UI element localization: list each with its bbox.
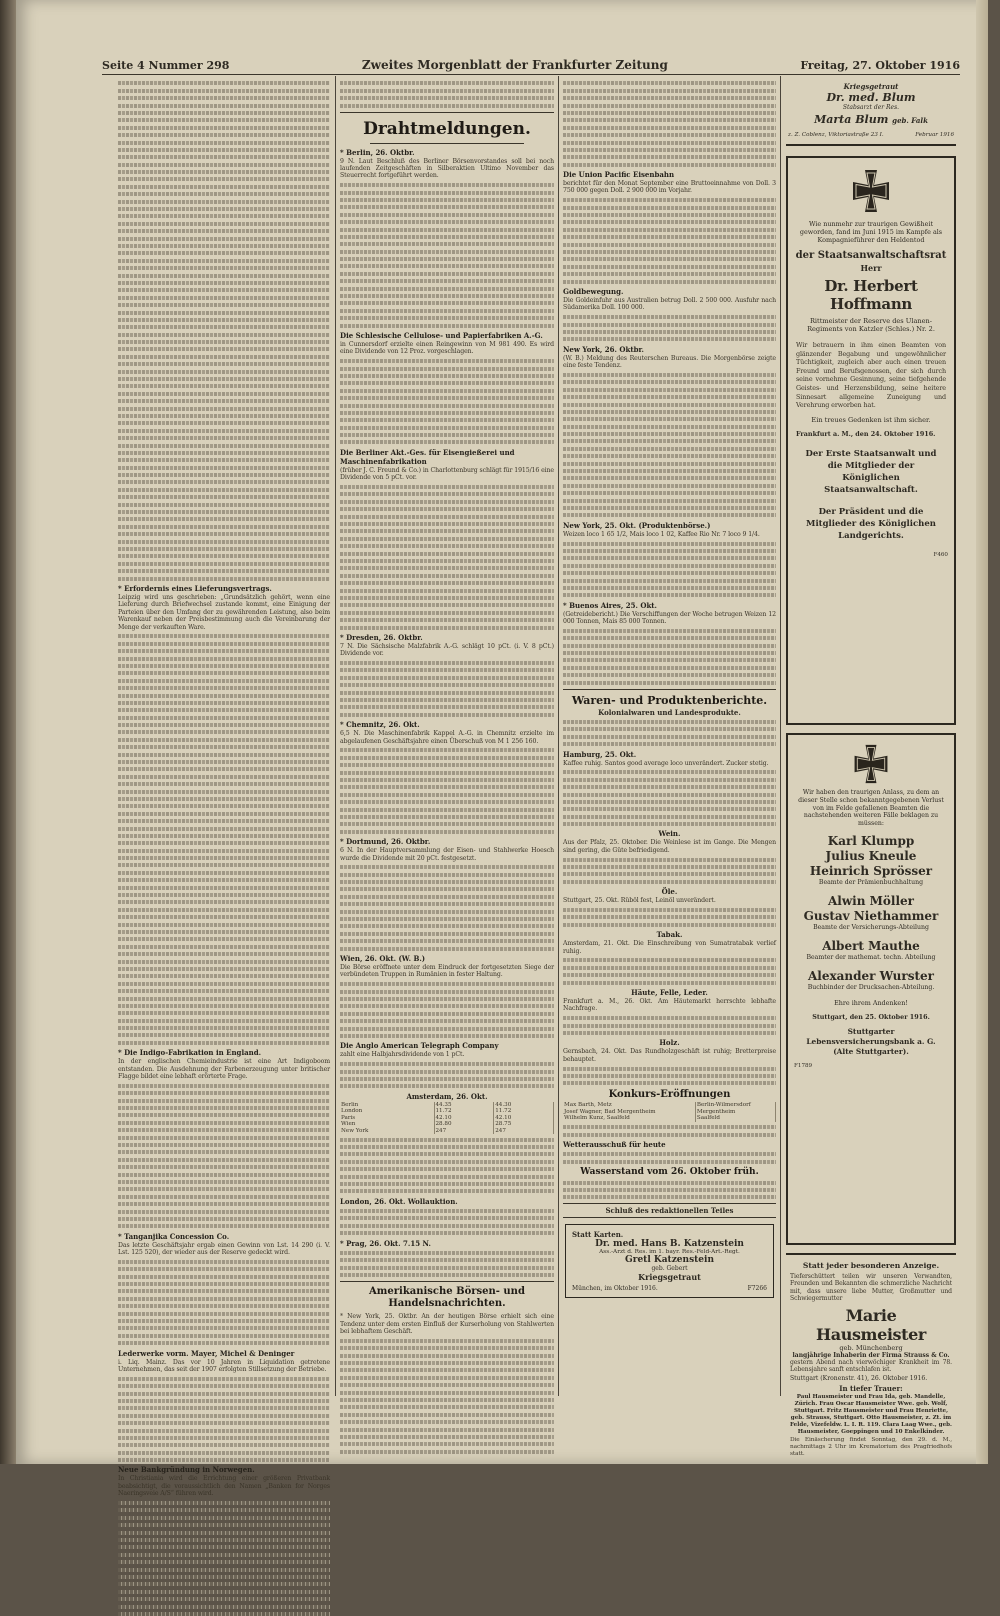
end-of-editorial: Schluß des redaktionellen Teiles xyxy=(605,1205,734,1215)
obituary-funeral-info: Die Einäscherung findet Sonntag, den 29. d. M., nachmittags 2 Uhr im Krematorium des Pragfriedhofs statt. xyxy=(790,1437,952,1458)
article-body: Frankfurt a. M., 26. Okt. Am Häutemarkt herrschte lebhafte Nachfrage. xyxy=(563,997,776,1013)
exchange-rate-table xyxy=(340,1102,554,1135)
iron-cross-icon xyxy=(850,743,892,785)
article-heading: New York, 25. Okt. (Produktenbörse.) xyxy=(563,520,711,530)
obituary-department: Buchbinder der Drucksachen-Abteilung. xyxy=(807,983,935,991)
obituary-name: Albert Mauthe xyxy=(822,938,920,953)
obituary-body: Wir betrauern in ihm einen Beamten von glänzender Begabung und ungewöhnlicher Tüchtigkeit, zugleich aber auch einen treuen Freund und Berufsgenossen, der sich durch seine vornehme Gesinnung, seine tiefgehende Geistes- und Herzensbildung, seine heitere Sinnesart allgemeine Zuneigung und Verehrung erworben hat. xyxy=(796,341,946,410)
article-body: (Getreidebericht.) Die Verschiffungen der Woche betrugen Weizen 12 000 Tonnen, Mais 85 000 Tonnen. xyxy=(563,610,776,626)
obituary-place: Stuttgart, den 25. Oktober 1916. xyxy=(812,1012,930,1021)
article-heading: Neue Bankgründung in Norwegen. xyxy=(118,1465,255,1475)
article-heading: Holz. xyxy=(659,1038,680,1048)
masthead xyxy=(102,58,960,72)
article-body: Stuttgart, 25. Okt. Rüböl fest, Leinöl unverändert. xyxy=(563,897,716,905)
article-body: Die Börse eröffnete unter dem Eindruck der fortgesetzten Siege der verbündeten Truppen in Rumänien in fester Haltung. xyxy=(340,964,554,979)
article-heading: * Buenos Aires, 25. Okt. xyxy=(563,600,657,610)
article-heading: * Dortmund, 26. Oktbr. xyxy=(340,837,431,847)
iron-cross-icon xyxy=(848,168,894,214)
obituary-place: Stuttgart (Kronenstr. 41), 26. Oktober 1916. xyxy=(790,1375,928,1383)
newspaper-title: Zweites Morgenblatt der Frankfurter Zeitung xyxy=(361,58,668,72)
column-4-announcements xyxy=(786,78,956,1458)
table-row: Paris 42.10 42.10 xyxy=(340,1115,554,1122)
wedding-notice-blum xyxy=(786,78,956,146)
issue-date: Freitag, 27. Oktober 1916 xyxy=(800,58,960,72)
obituary-department: Beamter der mathemat. techn. Abteilung xyxy=(806,953,936,961)
article-heading: New York, 26. Oktbr. xyxy=(563,344,644,354)
obituary-signature: Der Erste Staatsanwalt und die Mitglieder der Königlichen Staatsanwaltschaft. xyxy=(805,448,937,495)
section-title-american-news: Amerikanische Börsen- und Handelsnachrichten. xyxy=(369,1286,525,1310)
article-body: Leipzig wird uns geschrieben: „Grundsätzlich gehört, wenn eine Lieferung durch Briefwechsel zustande kommt, eine Einigung der Parteien über den Umfang der zu gewährenden Leistung, also beim Warenkauf neben der Preisbestimmung auch die Vereinbarung der Menge der verkauften Ware. xyxy=(118,593,330,631)
obituary-rank: Rittmeister der Reserve des Ulanen-Regiments von Katzler (Schles.) Nr. 2. xyxy=(807,317,935,333)
article-body: 9 N. Laut Beschluß des Berliner Börsenvorstandes soll bei noch laufenden Zeitgeschäften in Silberaktien Ultimo November das Steuerrecht fortgeführt werden. xyxy=(340,157,554,180)
article-body: 7 N. Die Sächsische Malzfabrik A.-G. schlägt 10 pCt. (i. V. 8 pCt.) Dividende vor. xyxy=(340,642,554,658)
article-body: Aus der Pfalz, 25. Oktober. Die Weinlese ist im Gange. Die Mengen sind gering, die Güte befriedigend. xyxy=(563,839,776,854)
table-row: Wilhelm Kunz, Saalfeld Saalfeld xyxy=(563,1115,776,1122)
section-subtitle: Kolonialwaren und Landesprodukte. xyxy=(598,707,741,717)
obituary-name: Alexander Wurster xyxy=(808,968,934,983)
table-row: Wien 28.80 28.75 xyxy=(340,1121,554,1128)
obituary-name: Gustav Niethammer xyxy=(803,908,939,923)
obituary-signature: Der Präsident und die Mitglieder des Königlichen Landgerichts. xyxy=(806,506,936,541)
article-body: berichtet für den Monat September eine Bruttoeinnahme von Doll. 3 750 000 gegen Doll. 2 900 000 im Vorjahr. xyxy=(563,180,776,195)
obituary-name: Karl Klumpp xyxy=(827,833,915,848)
obituary-body: gestern Abend nach vierwöchiger Krankheit im 78. Lebensjahre sanft entschlafen ist. xyxy=(790,1358,952,1374)
article-body: Amsterdam, 21. Okt. Die Einschreibung von Sumatratabak verlief ruhig. xyxy=(563,940,776,955)
obituary-closing: Ehre ihrem Andenken! xyxy=(834,998,908,1007)
article-body: Die Goldeinfuhr aus Australien betrug Doll. 2 500 000. Ausfuhr nach Südamerika Doll. 100 000. xyxy=(563,296,776,312)
article-body: In Christiania wird die Errichtung einer größeren Privatbank beabsichtigt, die voraussichtlich den Namen „Banken for Norges Naeringsveie A/S“ führen wird. xyxy=(118,1475,330,1498)
obituary-department: Beamte der Versicherungs-Abteilung xyxy=(813,923,929,931)
weather-heading: Wetterausschuß für heute xyxy=(563,1140,666,1150)
notice-code: F460 xyxy=(933,551,948,558)
obituary-intro: Wir haben den traurigen Anlass, zu dem an dieser Stelle schon bekanntgegebenen Verlust von im Felde gefallenen Beamten die nachstehenden weiteren Fälle beklagen zu müssen: xyxy=(798,789,944,828)
obituary-hoffmann xyxy=(786,156,956,725)
article-heading: Wein. xyxy=(658,829,681,839)
notice-line: geb. Gebert xyxy=(651,1264,688,1272)
article-heading: London, 26. Okt. Wollauktion. xyxy=(340,1196,458,1206)
column-2 xyxy=(340,78,554,1393)
obituary-name: Alwin Möller xyxy=(827,893,915,908)
bankruptcy-table xyxy=(563,1102,776,1122)
article-heading: Wien, 26. Okt. (W. B.) xyxy=(340,954,426,963)
page-number: Seite 4 Nummer 298 xyxy=(102,58,230,72)
article-body: Das letzte Geschäftsjahr ergab einen Gewinn von Lst. 14 290 (i. V. Lst. 125 520), der wieder aus der Reserve gedeckt wird. xyxy=(118,1241,330,1257)
notice-line: Statt Karten. xyxy=(572,1229,624,1239)
obituary-role: langjährige Inhaberin der Firma Strauss & Co. xyxy=(792,1351,950,1359)
article-body: * New York, 25. Oktbr. An der heutigen Börse erhielt sich eine Tendenz unter dem ersten Einfluß der Kurserholung von Stahlwerten bei lebhaftem Geschäft. xyxy=(340,1313,554,1336)
obituary-stuttgarter xyxy=(786,733,956,1245)
obituary-family: Paul Hausmeister und Frau Ida, geb. Mandelle, Zürich. Frau Oscar Hausmeister Wwe. geb. Wolf, Stuttgart. Fritz Hausmeister und Frau Henriette, geb. Strauss, Stuttgart. Otto Hausmeister, z. Zt. im Felde, Vizefeldw. L. I. R. 119. Clara Laag Wwe., geb. Hausmeister, Goeppingen und 10 Enkelkinder. xyxy=(790,1394,953,1436)
obituary-closing: Ein treues Gedenken ist ihm sicher. xyxy=(811,415,931,424)
water-level-title: Wasserstand vom 26. Oktober früh. xyxy=(580,1167,759,1178)
column-3 xyxy=(563,78,776,1393)
section-title-markets: Waren- und Produktenberichte. xyxy=(571,693,768,707)
article-body: 6,5 N. Die Maschinenfabrik Kappel A.-G. in Chemnitz erzielte im abgelaufenen Geschäftsjahre einen Überschuß von M 1 256 160. xyxy=(340,730,554,745)
section-title-drahtmeldungen: Drahtmeldungen. xyxy=(363,118,531,139)
obituary-intro: Wie nunmehr zur traurigen Gewißheit geworden, fand im Juni 1915 im Kampfe als Kompagnieführer den Heldentod xyxy=(799,220,943,244)
table-row: New York 247 247 xyxy=(340,1128,554,1135)
notice-code: F1789 xyxy=(794,1062,813,1069)
obituary-hausmeister xyxy=(786,1253,956,1462)
notice-line: geb. Falk xyxy=(892,116,928,125)
table-row: Josef Wagner, Bad Mergentheim Mergentheim xyxy=(563,1109,776,1116)
obituary-mourners-heading: In tiefer Trauer: xyxy=(839,1384,903,1394)
table-row: Berlin 44.35 44.30 xyxy=(340,1102,554,1109)
article-body: Kaffee ruhig. Santos good average loco unverändert. Zucker stetig. xyxy=(563,759,769,767)
obituary-name: Julius Kneule xyxy=(825,848,917,863)
obituary-salutation: Herr xyxy=(860,263,882,273)
notice-line: Stabsarzt der Res. xyxy=(842,104,900,111)
article-body: Gernsbach, 24. Okt. Das Rundholzgeschäft ist ruhig; Bretterpreise behauptet. xyxy=(563,1048,776,1063)
column-rule-3 xyxy=(780,76,781,1396)
page-edge xyxy=(976,0,988,1464)
notice-name: Marta Blum xyxy=(814,113,889,126)
obituary-heading: Statt jeder besonderen Anzeige. xyxy=(802,1261,940,1270)
column-1 xyxy=(118,78,330,1498)
notice-name: Dr. med. Hans B. Katzenstein xyxy=(595,1238,744,1249)
obituary-name: Dr. Herbert Hoffmann xyxy=(824,277,918,313)
article-heading: Lederwerke vorm. Mayer, Michel & Deninger xyxy=(118,1348,295,1358)
article-body: zahlt eine Halbjahrsdividende von 1 pCt. xyxy=(340,1051,465,1059)
article-heading: Die Anglo American Telegraph Company xyxy=(340,1041,499,1051)
notice-name: Dr. med. Blum xyxy=(826,91,916,104)
article-heading: Öle. xyxy=(661,887,678,897)
article-heading: Die Schlesische Cellulose- und Papierfabriken A.-G. xyxy=(340,330,543,340)
exchange-table-title: Amsterdam, 26. Okt. xyxy=(406,1091,488,1101)
article-body: Weizen loco 1 65 1/2, Mais loco 1 02, Kaffee Rio Nr. 7 loco 9 1/4. xyxy=(563,530,760,538)
notice-place: München, im Oktober 1916. xyxy=(572,1284,658,1292)
obituary-place: Frankfurt a. M., den 24. Oktober 1916. xyxy=(796,429,936,438)
article-heading: * Tanganjika Concession Co. xyxy=(118,1231,230,1241)
article-heading: Die Union Pacific Eisenbahn xyxy=(563,170,675,180)
notice-name: Gretl Katzenstein xyxy=(625,1254,714,1265)
obituary-born: geb. Münchenberg xyxy=(839,1343,903,1352)
article-heading: Hamburg, 25. Okt. xyxy=(563,749,637,759)
table-row: Max Barth, Metz Berlin-Wilmersdorf xyxy=(563,1102,776,1109)
notice-date: Februar 1916 xyxy=(915,132,954,138)
article-body: in Cunnersdorf erzielte einen Reingewinn von M 981 490. Es wird eine Dividende von 12 Proz. vorgeschlagen. xyxy=(340,340,554,356)
obituary-signature: Stuttgarter Lebensversicherungsbank a. G. (Alte Stuttgarter). xyxy=(806,1026,936,1056)
article-heading: Die Berliner Akt.-Ges. für Eisengießerei und Maschinenfabrikation xyxy=(340,447,515,466)
article-heading: * Prag, 26. Okt. 7.15 N. xyxy=(340,1238,431,1248)
notice-place: z. Z. Coblenz, Viktoriastraße 23 I. xyxy=(788,132,884,138)
notice-line: Kriegsgetraut xyxy=(843,82,899,91)
notice-line: Ass.-Arzt d. Res. im 1. bayr. Res.-Feld-Art.-Regt. xyxy=(599,1248,740,1255)
obituary-title: der Staatsanwaltschaftsrat xyxy=(795,250,947,261)
article-heading: Goldbewegung. xyxy=(563,286,624,296)
column-rule-1 xyxy=(335,76,336,1396)
book-spine xyxy=(0,0,16,1464)
article-heading: * Dresden, 26. Oktbr. xyxy=(340,632,423,642)
wedding-notice-katzenstein xyxy=(565,1224,774,1298)
obituary-name: Marie Hausmeister xyxy=(816,1305,926,1344)
article-heading: * Berlin, 26. Oktbr. xyxy=(340,147,415,157)
masthead-rule xyxy=(102,74,960,75)
article-heading: * Die Indigo-Fabrikation in England. xyxy=(118,1048,262,1058)
table-row: London 11.72 11.72 xyxy=(340,1108,554,1115)
obituary-department: Beamte der Prämienbuchhaltung xyxy=(818,878,924,886)
bankruptcy-title: Konkurs-Eröffnungen xyxy=(608,1089,731,1101)
article-heading: Häute, Felle, Leder. xyxy=(631,987,708,997)
article-body: 6 N. In der Hauptversammlung der Eisen- und Stahlwerke Hoesch wurde die Dividende mit 20 pCt. festgesetzt. xyxy=(340,847,554,862)
obituary-name: Heinrich Sprösser xyxy=(809,863,933,878)
notice-line: Kriegsgetraut xyxy=(638,1271,701,1282)
article-body: (früher J. C. Freund & Co.) in Charlottenburg schlägt für 1915/16 eine Dividende von 5 pCt. vor. xyxy=(340,466,554,482)
obituary-intro: Tieferschüttert teilen wir unseren Verwandten, Freunden und Bekannten die schmerzliche Nachricht mit, dass unsere liebe Mutter, Großmutter und Schwiegermutter xyxy=(790,1273,952,1303)
article-heading: * Erfordernis eines Lieferungsvertrags. xyxy=(118,583,272,593)
article-body: In der englischen Chemieindustrie ist eine Art Indigoboom entstanden. Die Ausdehnung der Farbenerzeugung unter britischer Flagge bildet eine lebhaft erörterte Frage. xyxy=(118,1058,330,1081)
article-heading: Tabak. xyxy=(656,930,683,940)
notice-code: F7266 xyxy=(747,1284,767,1292)
article-heading: * Chemnitz, 26. Okt. xyxy=(340,720,420,730)
article-body: i. Liq. Mainz. Das vor 10 Jahren in Liquidation getretene Unternehmen, das seit der 1907 erfolgten Stillsetzung der Betriebe. xyxy=(118,1358,330,1373)
article-body: (W. B.) Meldung des Reuterschen Bureaus. Die Morgenbörse zeigte eine feste Tendenz. xyxy=(563,354,776,370)
column-rule-2 xyxy=(558,76,559,1396)
